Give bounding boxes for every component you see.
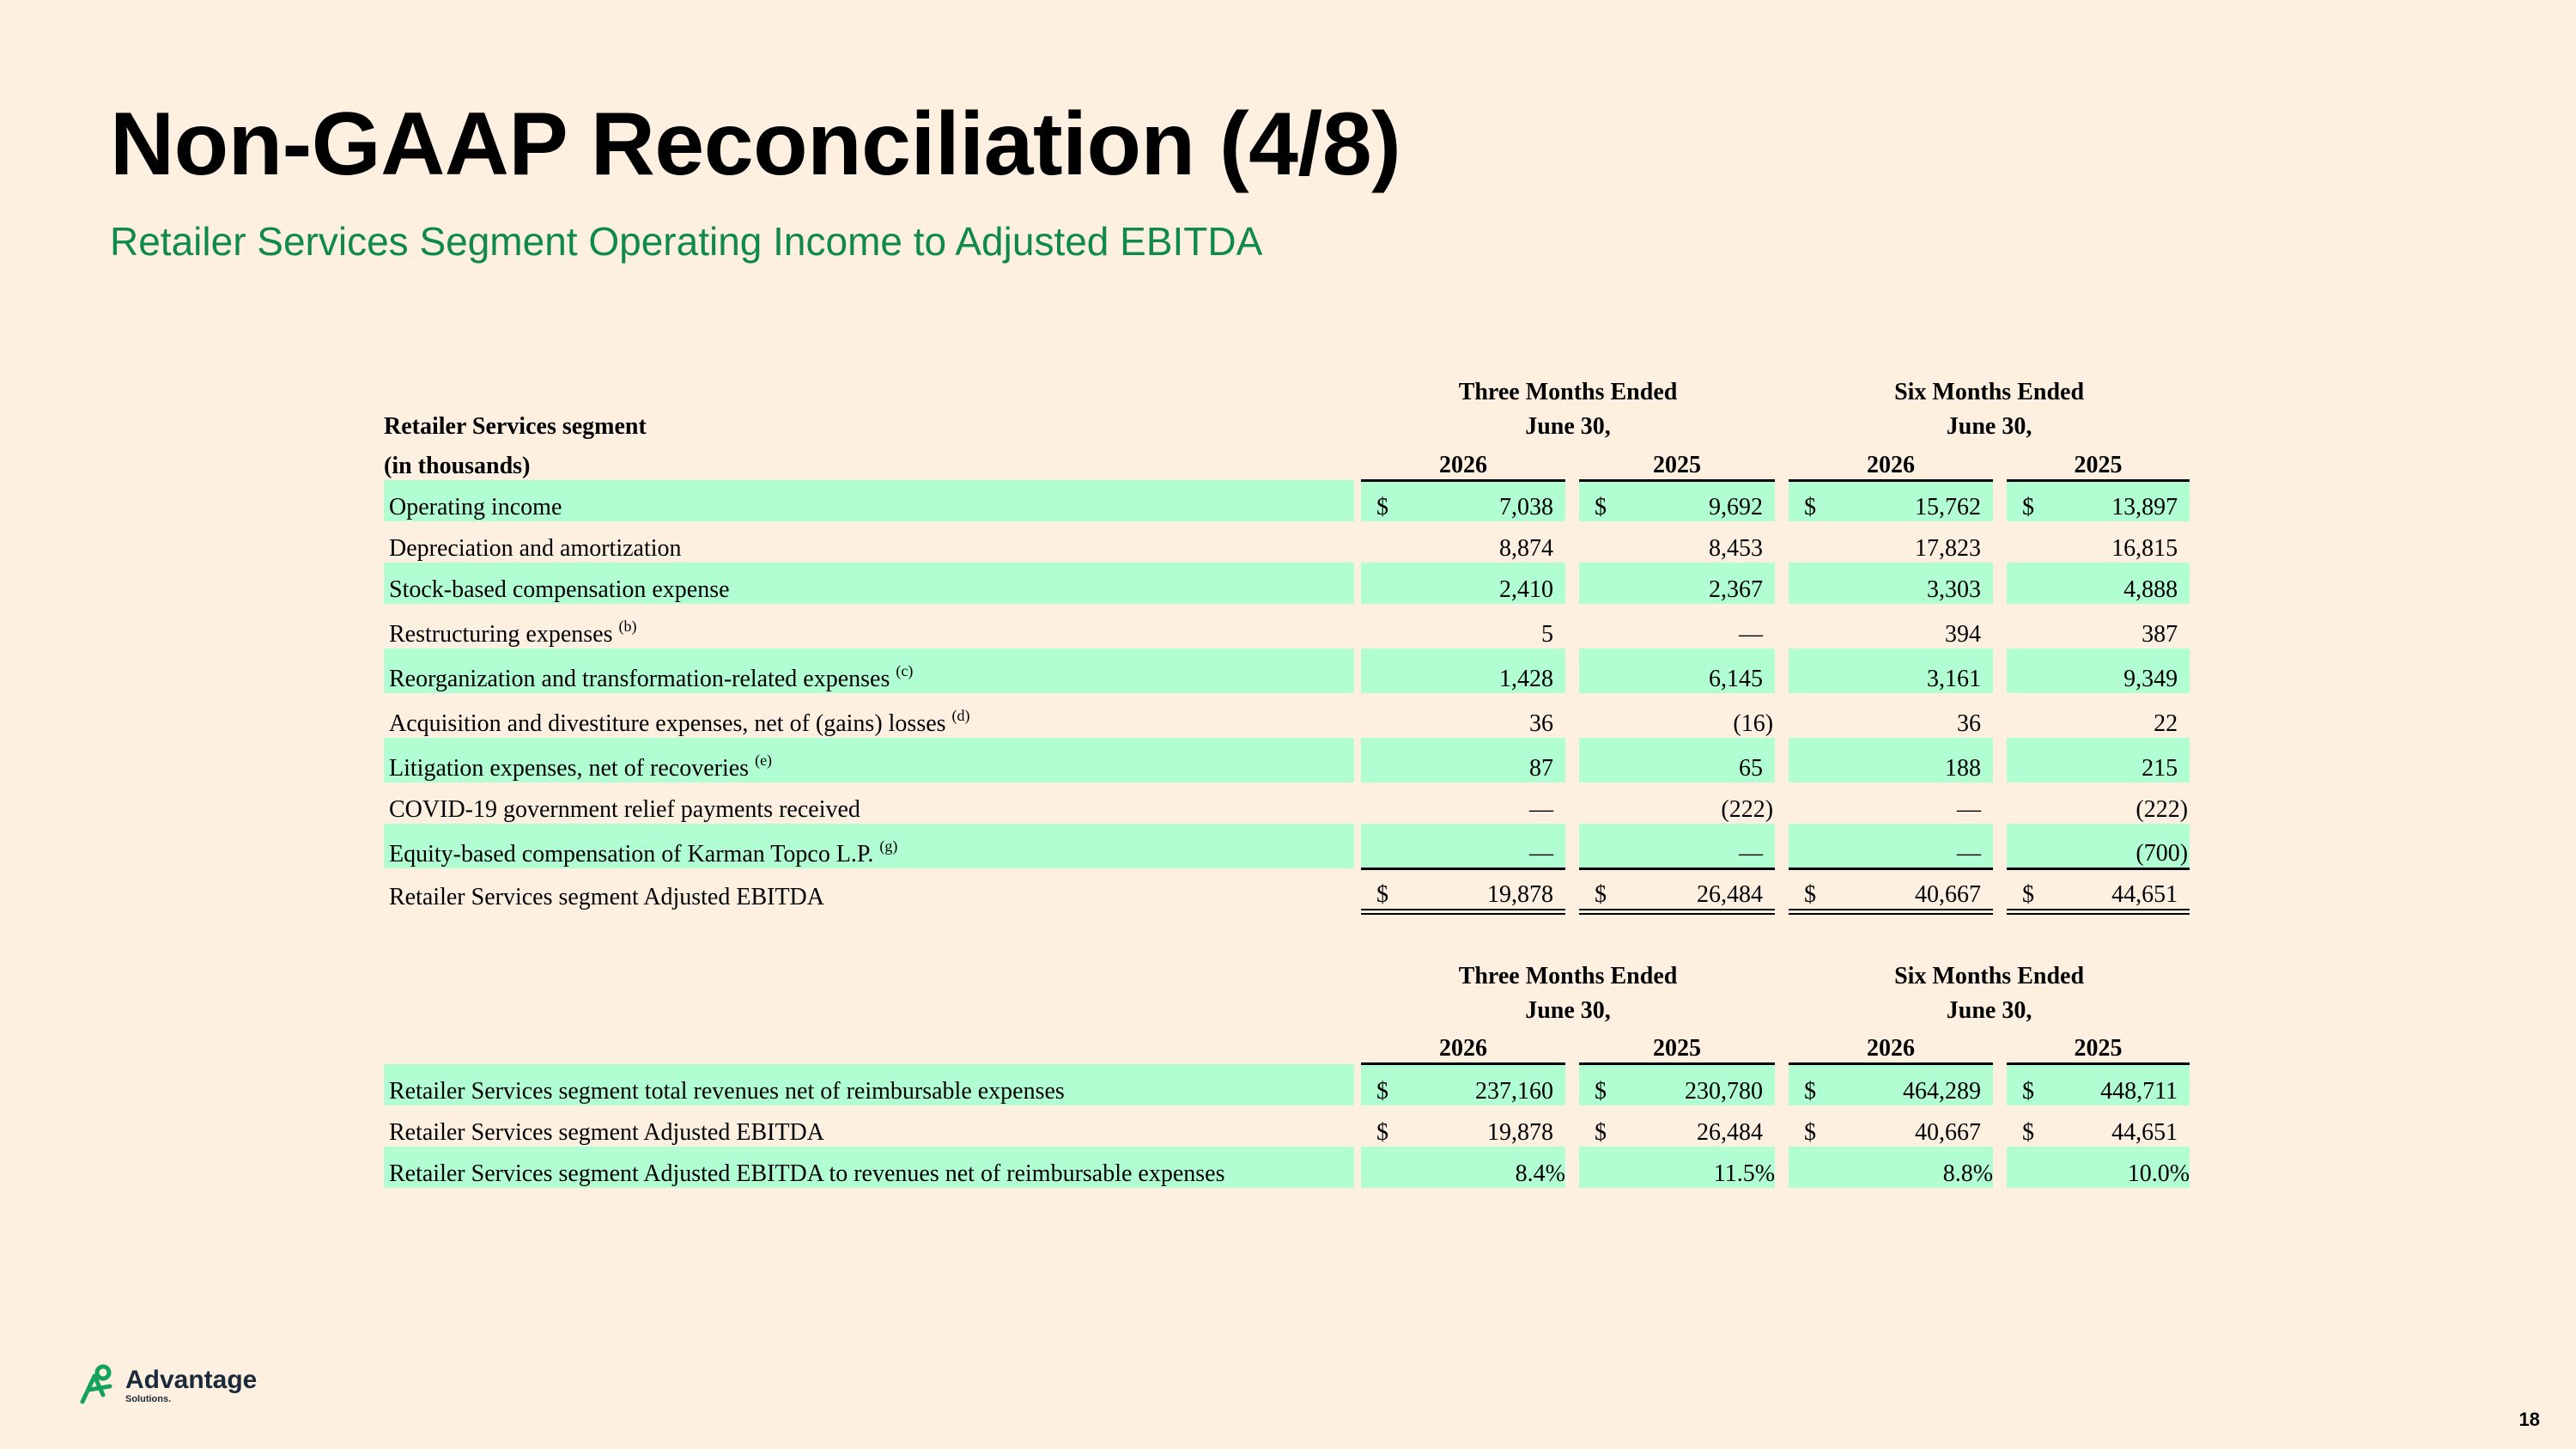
cell-value: 8,453 — [1709, 535, 1764, 562]
page-number: 18 — [2518, 1409, 2540, 1430]
cell-value: 464,289 — [1830, 1064, 1993, 1105]
row-label: Restructuring expenses — [389, 621, 613, 648]
period2-subheading: June 30, — [1946, 413, 2032, 440]
cell-value: 13,897 — [2048, 480, 2190, 521]
table1-header-years — [384, 441, 2190, 480]
table-row — [384, 1064, 2190, 1105]
cell-value: — — [1830, 824, 1993, 868]
currency-symbol: $ — [2007, 868, 2048, 911]
table-row — [384, 693, 2190, 738]
year-heading: 2026 — [1361, 1025, 1565, 1064]
currency-symbol: $ — [1579, 480, 1620, 521]
currency-symbol: $ — [1579, 868, 1620, 911]
logo-name: Advantage — [125, 1366, 258, 1394]
reconciliation-table — [384, 372, 2190, 1188]
table-row — [384, 782, 2190, 824]
cell-value: 4,888 — [2048, 563, 2190, 604]
cell-value: 10.0% — [2048, 1147, 2190, 1188]
currency-symbol: $ — [2007, 480, 2048, 521]
cell-value: 8.8% — [1830, 1147, 1993, 1188]
table2-header-periods-line2 — [384, 990, 2190, 1025]
cell-value: 3,303 — [1830, 563, 1993, 604]
cell-value: 6,145 — [1620, 648, 1775, 693]
cell-value: 36 — [1957, 710, 1982, 737]
logo-wordmark — [125, 1367, 257, 1404]
row-label: Depreciation and amortization — [389, 535, 682, 562]
currency-symbol: $ — [1579, 1064, 1620, 1105]
cell-value: 9,692 — [1620, 480, 1775, 521]
page-subtitle: Retailer Services Segment Operating Income to Adjusted EBITDA — [110, 219, 1263, 264]
table-row — [384, 1147, 2190, 1188]
table-row — [384, 1105, 2190, 1147]
table-row — [384, 563, 2190, 604]
row-label: Reorganization and transformation-related expenses — [389, 666, 890, 692]
currency-symbol: $ — [1789, 868, 1830, 911]
cell-value: 448,711 — [2048, 1064, 2190, 1105]
table-row — [384, 480, 2190, 521]
units-label: (in thousands) — [384, 453, 531, 479]
logo-subtext: Solutions. — [125, 1394, 172, 1404]
cell-value: — — [1529, 796, 1553, 823]
footnote-marker: (c) — [896, 662, 914, 679]
period1-heading: Three Months Ended — [1458, 962, 1678, 989]
footnote-marker: (b) — [618, 618, 637, 635]
cell-value: — — [1739, 621, 1764, 648]
page-title: Non-GAAP Reconciliation (4/8) — [110, 94, 1401, 194]
cell-value: 230,780 — [1620, 1064, 1775, 1105]
currency-symbol: $ — [1789, 480, 1830, 521]
cell-value: 9,349 — [2048, 648, 2190, 693]
period1-subheading: June 30, — [1525, 996, 1611, 1024]
cell-value: 5 — [1541, 621, 1553, 648]
cell-value: (700) — [2048, 824, 2190, 868]
cell-value: 40,667 — [1915, 1118, 1982, 1146]
cell-value: 2,410 — [1402, 563, 1565, 604]
currency-symbol: $ — [1804, 1118, 1817, 1146]
cell-value: — — [1620, 824, 1775, 868]
advantage-logo-icon — [77, 1364, 120, 1405]
cell-value: 1,428 — [1402, 648, 1565, 693]
row-label: Retailer Services segment Adjusted EBITDA to revenues net of reimbursable expenses — [384, 1147, 1354, 1188]
footnote-marker: (g) — [879, 837, 898, 855]
cell-value: 3,161 — [1830, 648, 1993, 693]
cell-value: 87 — [1402, 738, 1565, 782]
reconciliation-table-container — [384, 372, 2190, 1188]
currency-symbol: $ — [1361, 868, 1402, 911]
table1-header-periods-line2 — [384, 406, 2190, 441]
segment-heading: Retailer Services segment — [384, 413, 647, 440]
table2-header-years — [384, 1025, 2190, 1064]
cell-value: 19,878 — [1402, 868, 1565, 911]
cell-value: (222) — [2136, 796, 2189, 823]
year-heading: 2026 — [1789, 1025, 1993, 1064]
year-heading: 2025 — [1579, 1025, 1775, 1064]
cell-value: 44,651 — [2111, 1118, 2178, 1146]
table-row — [384, 648, 2190, 693]
table-row — [384, 824, 2190, 868]
footnote-marker: (e) — [755, 752, 773, 769]
cell-value: — — [1957, 796, 1982, 823]
cell-value: 387 — [2142, 621, 2178, 648]
cell-value: 44,651 — [2048, 868, 2190, 911]
cell-value: 22 — [2154, 710, 2178, 737]
cell-value: 8,874 — [1499, 535, 1553, 562]
row-label: Equity-based compensation of Karman Topco L.P. — [389, 841, 874, 868]
row-label: Retailer Services segment Adjusted EBITDA — [389, 884, 824, 910]
period1-heading: Three Months Ended — [1458, 379, 1678, 405]
currency-symbol: $ — [1361, 480, 1402, 521]
cell-value: 17,823 — [1915, 535, 1982, 562]
currency-symbol: $ — [2022, 1118, 2035, 1146]
row-label: Operating income — [384, 480, 1354, 521]
cell-value: 2,367 — [1620, 563, 1775, 604]
cell-value: 7,038 — [1402, 480, 1565, 521]
currency-symbol: $ — [1361, 1064, 1402, 1105]
cell-value: 394 — [1945, 621, 1982, 648]
cell-value: 8.4% — [1402, 1147, 1565, 1188]
period2-heading: Six Months Ended — [1894, 962, 2085, 989]
year-heading: 2025 — [2007, 1025, 2190, 1064]
currency-symbol: $ — [1789, 1064, 1830, 1105]
table-row — [384, 604, 2190, 648]
table1-header-periods-line1 — [384, 372, 2190, 406]
period2-heading: Six Months Ended — [1894, 379, 2085, 405]
cell-value: 36 — [1529, 710, 1553, 737]
cell-value: (222) — [1721, 796, 1774, 823]
cell-value: 15,762 — [1830, 480, 1993, 521]
cell-value: 65 — [1620, 738, 1775, 782]
period1-subheading: June 30, — [1525, 413, 1611, 440]
cell-value: 215 — [2048, 738, 2190, 782]
period2-subheading: June 30, — [1946, 996, 2032, 1024]
cell-value: 40,667 — [1830, 868, 1993, 911]
currency-symbol: $ — [2007, 1064, 2048, 1105]
footnote-marker: (d) — [951, 707, 970, 724]
table-row — [384, 738, 2190, 782]
cell-value: 188 — [1830, 738, 1993, 782]
year-heading: 2026 — [1361, 441, 1565, 480]
row-label: Acquisition and divestiture expenses, net of (gains) losses — [389, 710, 946, 737]
cell-value: — — [1402, 824, 1565, 868]
currency-symbol: $ — [1595, 1118, 1607, 1146]
cell-value: 237,160 — [1402, 1064, 1565, 1105]
row-label: Retailer Services segment Adjusted EBITDA — [389, 1118, 824, 1146]
cell-value: (16) — [1733, 710, 1774, 737]
row-label: Litigation expenses, net of recoveries — [389, 755, 750, 782]
year-heading: 2025 — [1579, 441, 1775, 480]
cell-value: 16,815 — [2111, 535, 2178, 562]
table2-header-periods-line1 — [384, 956, 2190, 990]
cell-value: 26,484 — [1697, 1118, 1764, 1146]
row-label: Retailer Services segment total revenues net of reimbursable expenses — [384, 1064, 1354, 1105]
row-label: COVID-19 government relief payments received — [389, 796, 860, 823]
year-heading: 2026 — [1789, 441, 1993, 480]
year-heading: 2025 — [2007, 441, 2190, 480]
currency-symbol: $ — [1376, 1118, 1388, 1146]
table-total-row — [384, 868, 2190, 911]
table-row — [384, 521, 2190, 563]
row-label: Stock-based compensation expense — [384, 563, 1354, 604]
cell-value: 11.5% — [1620, 1147, 1775, 1188]
cell-value: 26,484 — [1620, 868, 1775, 911]
cell-value: 19,878 — [1487, 1118, 1553, 1146]
